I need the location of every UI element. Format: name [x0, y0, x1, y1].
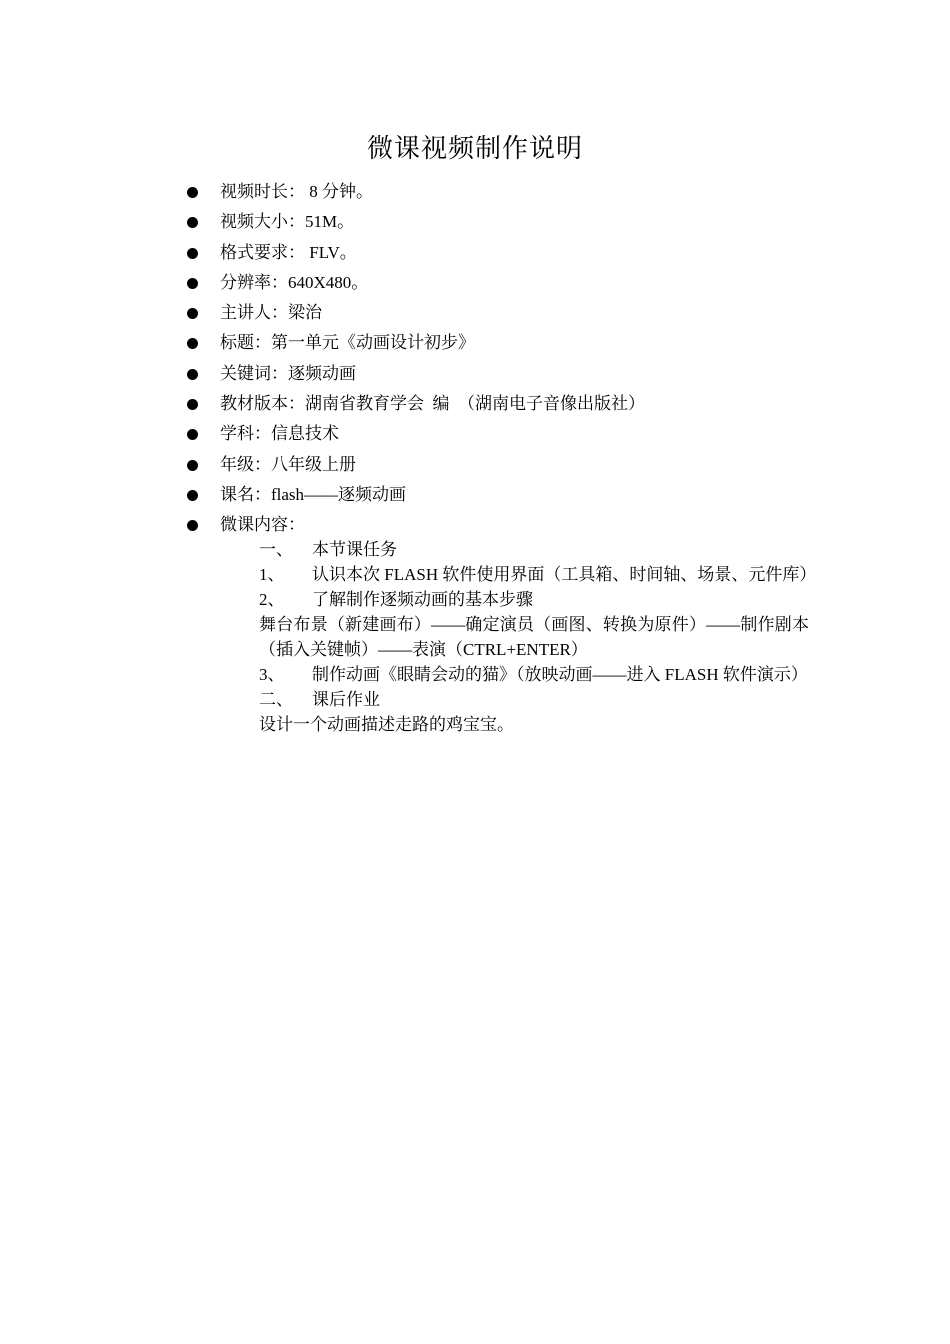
content-item — [259, 562, 817, 587]
format-requirement: 格式要求： FLV。 — [220, 242, 357, 262]
bullet-icon — [187, 429, 198, 440]
bullet-icon — [187, 369, 198, 380]
section-number: 一、 — [259, 540, 293, 559]
micro-lesson-content-label: 微课内容： — [220, 515, 305, 535]
grade: 年级：八年级上册 — [220, 454, 356, 474]
section-text: 本节课任务 — [312, 540, 397, 559]
item-number: 1、 — [259, 565, 285, 584]
bullet-icon — [187, 399, 198, 410]
resolution: 分辨率：640X480。 — [220, 272, 369, 292]
list-item — [0, 419, 950, 449]
bullet-icon — [187, 248, 198, 259]
bullet-icon — [187, 460, 198, 471]
list-item — [0, 177, 950, 207]
section-heading — [259, 687, 809, 712]
item-detail — [259, 612, 809, 662]
homework-text: 设计一个动画描述走路的鸡宝宝。 — [259, 715, 514, 734]
item-text: 制作动画《眼睛会动的猫》（放映动画——进入 FLASH 软件演示） — [312, 665, 808, 684]
bullet-icon — [187, 187, 198, 198]
item-detail-text: 舞台布景（新建画布）——确定演员（画图、转换为原件）——制作剧本（插入关键帧）——表演（CTRL+ENTER） — [259, 615, 809, 659]
bullet-icon — [187, 217, 198, 228]
bullet-icon — [187, 490, 198, 501]
homework — [259, 712, 809, 737]
section-heading — [259, 537, 809, 562]
list-item — [0, 298, 950, 328]
section-number: 二、 — [259, 690, 293, 709]
keywords: 关键词：逐频动画 — [220, 363, 356, 383]
video-size: 视频大小：51M。 — [220, 212, 355, 232]
document-title: 微课视频制作说明 — [366, 134, 583, 163]
content-item — [259, 587, 809, 612]
textbook-edition: 教材版本：湖南省教育学会 编 （湖南电子音像出版社） — [220, 394, 645, 414]
bullet-list — [0, 177, 950, 541]
bullet-icon — [187, 338, 198, 349]
item-text: 认识本次 FLASH 软件使用界面（工具箱、时间轴、场景、元件库） — [312, 565, 817, 584]
list-item — [0, 207, 950, 237]
subject: 学科：信息技术 — [220, 424, 339, 444]
content-item — [259, 662, 809, 687]
presenter: 主讲人：梁治 — [220, 303, 322, 323]
list-item — [0, 480, 950, 510]
item-number: 3、 — [259, 665, 285, 684]
list-item — [0, 238, 950, 268]
video-duration: 视频时长： 8 分钟。 — [220, 182, 373, 201]
section-text: 课后作业 — [312, 690, 380, 709]
course-name: 课名：flash——逐频动画 — [220, 484, 407, 504]
list-item — [0, 450, 950, 480]
item-number: 2、 — [259, 590, 285, 609]
list-item — [0, 359, 950, 389]
lesson-heading: 标题：第一单元《动画设计初步》 — [220, 333, 475, 353]
bullet-icon — [187, 520, 198, 531]
lesson-content — [259, 537, 817, 737]
bullet-icon — [187, 308, 198, 319]
bullet-icon — [187, 278, 198, 289]
list-item — [0, 389, 950, 419]
item-text: 了解制作逐频动画的基本步骤 — [312, 590, 533, 609]
list-item — [0, 268, 950, 298]
list-item — [0, 328, 950, 358]
